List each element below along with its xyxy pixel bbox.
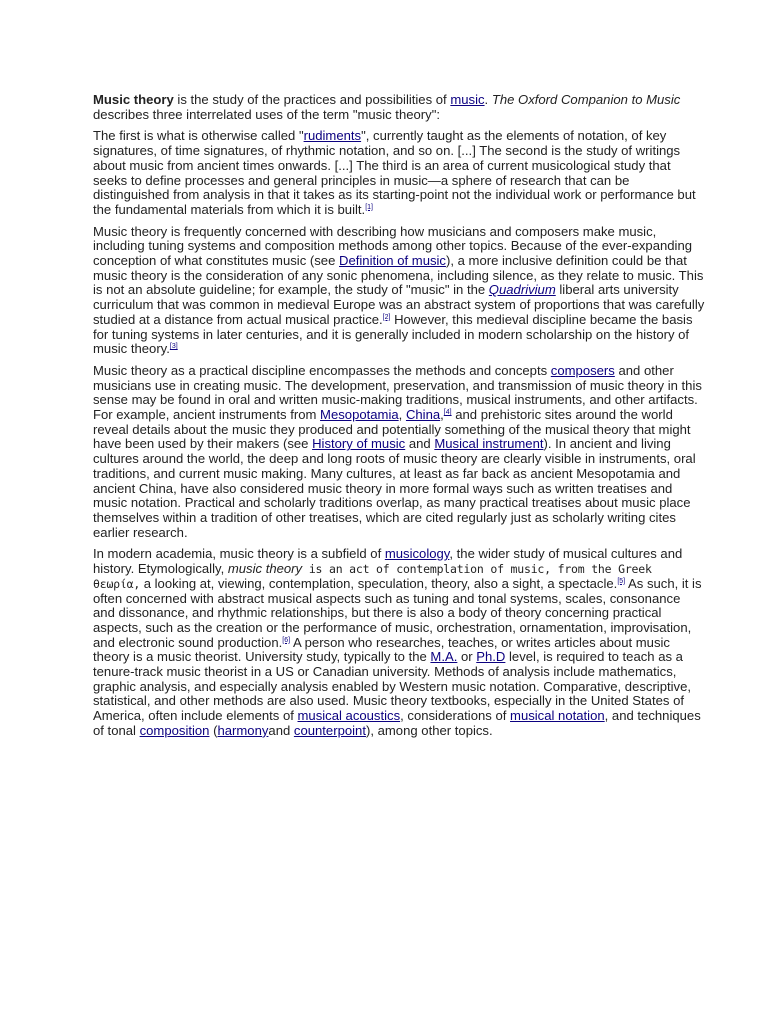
term-bold: Music theory [93, 92, 174, 107]
link-ma[interactable]: M.A. [430, 649, 458, 665]
text: However, this medieval discipline became the basis for tuning systems in later centuries, and it is generally included in modern scholarship on the history of music theory. [93, 311, 693, 357]
link-musical-acoustics[interactable]: musical acoustics [297, 708, 401, 724]
link-rudiments[interactable]: rudiments [303, 128, 362, 144]
term-italic: music theory [227, 561, 303, 577]
citation-5[interactable]: [5] [617, 577, 626, 585]
text: and other musicians use in creating music. The development, preservation, and transmission of music theory in this sense may be found in oral and written music-making traditions, musical instruments, and other artifacts. For example, ancient instruments from [93, 362, 702, 423]
text: ). In ancient and living cultures around the world, the deep and long roots of music theory are clearly visible in instruments, oral traditions, and current music making. Many cultures, at least as far back as ancient Mesopotamia and ancient China, have also considered music theory in more formal ways such as written treatises and music notation. Practical and scholarly traditions overlap, as many practical treatises about music place themselves within a tradition of other treatises, which are cited regularly just as scholarly writing cites earlier research. [93, 436, 696, 540]
text: ", currently taught as the elements of notation, of key signatures, of time signatures, of rhythmic notation, and so on. [...] The second is the study of writings about music from ancient times onwards. [...] The third is an area of current musicological study that seeks to define processes and general principles in music—a sphere of research that can be distinguished from analysis in that it takes as its starting-point not the individual work or performance but the fundamental materials from which it is built. [93, 128, 696, 217]
link-mesopotamia[interactable]: Mesopotamia [320, 407, 399, 423]
text: , considerations of [400, 708, 511, 724]
text: ( [209, 722, 218, 738]
paragraph-intro [93, 93, 705, 122]
citation-1[interactable]: [1] [365, 203, 373, 211]
citation-6[interactable]: [6] [282, 636, 291, 644]
book-title: The Oxford Companion to Music [491, 92, 681, 107]
paragraph-academia [93, 547, 705, 738]
citation-3[interactable]: [3] [169, 343, 178, 351]
link-musical-instrument[interactable]: Musical instrument [434, 436, 544, 452]
link-musicology[interactable]: musicology [384, 546, 450, 562]
link-counterpoint[interactable]: counterpoint [293, 722, 366, 738]
text: describes three interrelated uses of the term "music theory": [93, 106, 440, 122]
paragraph-quote [93, 129, 705, 217]
article-body [93, 93, 705, 746]
text: or [457, 649, 477, 665]
text: ), a more inclusive definition could be that music theory is the consideration of any sonic phenomena, including silence, as they relate to music. This is not an absolute guideline; for example, the study of "music" in the [93, 253, 704, 298]
text: and [268, 722, 294, 738]
link-harmony[interactable]: harmony [217, 722, 269, 738]
link-quadrivium[interactable]: Quadrivium [488, 282, 556, 298]
link-music[interactable]: music [450, 92, 485, 107]
text: , [398, 407, 406, 423]
text: Music theory is frequently concerned with describing how musicians and composers make music, including tuning systems and composition methods among other topics. Because of the ever-expanding conception of what constitutes music (see [93, 223, 693, 269]
citation-2[interactable]: [2] [382, 313, 391, 321]
text: . [484, 92, 492, 107]
text: ), among other topics. [365, 722, 493, 738]
link-phd[interactable]: Ph.D [476, 649, 506, 665]
text: Music theory as a practical discipline encompasses the methods and concepts [93, 362, 551, 378]
text: and prehistoric sites around the world reveal details about the music they produced and potentially something of the musical theory that might have been used by their makers (see [93, 407, 691, 452]
text: , the wider study of musical cultures and history. Etymologically, [93, 546, 683, 577]
text: and [405, 436, 435, 452]
text: , [440, 407, 444, 423]
text: level, is required to teach as a tenure-track music theorist in a US or Canadian university. Methods of analysis include mathematics, graphic analysis, and especially analysis enabled by Western music notation. Comparative, descriptive, statistical, and other methods are also used. Music theory textbooks, especially in the United States of America, often include elements of [93, 649, 692, 724]
link-china[interactable]: China [405, 407, 441, 423]
text: , and techniques of tonal [93, 708, 701, 738]
paragraph-practical [93, 364, 705, 540]
link-composers[interactable]: composers [550, 362, 615, 378]
text: In modern academia, music theory is a subfield of [93, 546, 385, 562]
etymology-text: is an act of contemplation of music, from the Greek θεωρία, [93, 562, 652, 591]
text: The first is what is otherwise called " [93, 128, 304, 144]
paragraph-definition [93, 225, 705, 357]
citation-4[interactable]: [4] [443, 409, 452, 417]
link-musical-notation[interactable]: musical notation [510, 708, 605, 724]
text: A person who researches, teaches, or writes articles about music theory is a music theorist. University study, typically to the [93, 634, 670, 665]
text: a looking at, viewing, contemplation, speculation, theory, also a sight, a spectacle. [140, 575, 618, 591]
link-definition-of-music[interactable]: Definition of music [339, 253, 446, 269]
text: is the study of the practices and possibilities of [173, 92, 451, 107]
text: As such, it is often concerned with abstract musical aspects such as tuning and tonal systems, scales, consonance and dissonance, and rhythmic relationships, but there is also a body of theory concerning practical aspects, such as the creation or the performance of music, orchestration, ornamentation, improvisation, and electronic sound production. [93, 575, 702, 650]
text: liberal arts university curriculum that was common in medieval Europe was an abstract system of proportions that was carefully studied at a distance from actual musical practice. [93, 282, 705, 327]
link-history-of-music[interactable]: History of music [312, 436, 406, 452]
link-composition[interactable]: composition [139, 722, 210, 738]
